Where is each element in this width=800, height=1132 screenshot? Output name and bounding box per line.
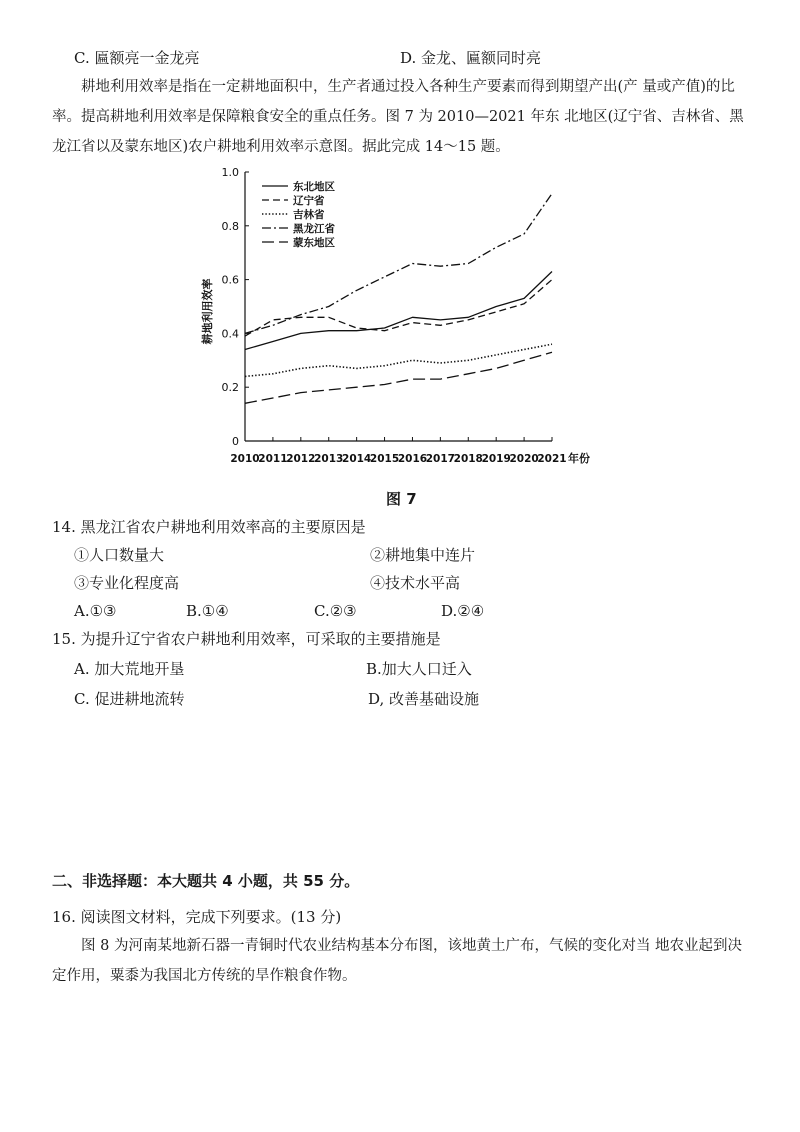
figure-caption: 图 7 bbox=[386, 490, 417, 508]
y-tick-label: 0.6 bbox=[221, 273, 239, 287]
legend-label-1: 辽宁省 bbox=[293, 195, 325, 207]
x-tick-label: 2010 bbox=[230, 453, 260, 465]
x-tick-label: 2014 bbox=[342, 453, 372, 465]
intro-paragraph: 耕地利用效率是指在一定耕地面积中，生产者通过投入各种生产要素而得到期望产出(产 量或产值)的比率。提高耕地利用效率是保障粮食安全的重点任务。图 7 为 2010—2021 年东 北地区(辽宁省、吉林省、黑龙江省以及蒙东地区)农户耕地利用效率示意图。据此完成 14～15 题。 bbox=[52, 79, 744, 155]
legend-label-4: 蒙东地区 bbox=[293, 237, 335, 249]
q16-paragraph: 图 8 为河南某地新石器一青铜时代农业结构基本分布图，该地黄土广布，气候的变化对当 地农业起到决定作用，粟黍为我国北方传统的旱作粮食作物。 bbox=[52, 938, 743, 984]
x-tick-label: 2012 bbox=[286, 453, 316, 465]
x-tick-label: 2019 bbox=[481, 453, 511, 465]
section-heading: 二、非选择题：本大题共 4 小题，共 55 分。 bbox=[52, 872, 360, 890]
x-tick-label: 2017 bbox=[425, 453, 455, 465]
q14-item-4: ④技术水平高 bbox=[370, 574, 461, 592]
y-axis-label: 耕地利用效率 bbox=[201, 278, 214, 345]
q14-stem: 14. 黑龙江省农户耕地利用效率高的主要原因是 bbox=[52, 518, 366, 536]
chart-legend bbox=[262, 180, 335, 249]
x-tick-label: 2011 bbox=[258, 453, 288, 465]
q14-option-c: C.②③ bbox=[314, 602, 357, 620]
q15-option-d: D, 改善基础设施 bbox=[368, 690, 480, 708]
series-line-1 bbox=[245, 280, 552, 337]
series-line-0 bbox=[245, 272, 552, 350]
q15-option-b: B.加大人口迁入 bbox=[366, 660, 472, 678]
x-tick-label: 2020 bbox=[509, 453, 539, 465]
legend-label-3: 黑龙江省 bbox=[293, 223, 335, 235]
series-line-3 bbox=[245, 194, 552, 334]
q15-option-c: C. 促进耕地流转 bbox=[74, 690, 185, 708]
legend-label-0: 东北地区 bbox=[293, 181, 335, 193]
y-tick-label: 1.0 bbox=[221, 166, 239, 179]
x-tick-label: 2013 bbox=[314, 453, 344, 465]
option-c-previous: C. 匾额亮一金龙亮 bbox=[74, 49, 200, 67]
x-tick-label: 2018 bbox=[453, 453, 483, 465]
y-tick-label: 0.4 bbox=[221, 327, 239, 341]
legend-label-2: 吉林省 bbox=[293, 209, 325, 221]
y-tick-label: 0.2 bbox=[221, 381, 239, 395]
x-tick-label: 2021 bbox=[537, 453, 567, 465]
x-axis-label: 年份 bbox=[568, 452, 590, 465]
option-d-previous: D. 金龙、匾额同时亮 bbox=[400, 49, 542, 67]
y-tick-label: 0 bbox=[232, 435, 239, 448]
q16-stem: 16. 阅读图文材料，完成下列要求。(13 分) bbox=[52, 908, 342, 926]
chart-axes bbox=[200, 166, 590, 465]
y-tick-label: 0.8 bbox=[221, 219, 239, 233]
series-line-4 bbox=[245, 352, 552, 403]
series-line-2 bbox=[245, 344, 552, 376]
q14-option-a: A.①③ bbox=[74, 602, 117, 620]
q14-option-d: D.②④ bbox=[441, 602, 485, 620]
q14-item-2: ②耕地集中连片 bbox=[370, 546, 476, 564]
q15-stem: 15. 为提升辽宁省农户耕地利用效率，可采取的主要措施是 bbox=[52, 630, 441, 648]
q14-item-1: ①人口数量大 bbox=[74, 546, 165, 564]
x-tick-label: 2015 bbox=[369, 453, 400, 465]
chart-series bbox=[245, 194, 552, 404]
line-chart bbox=[190, 162, 620, 472]
x-tick-label: 2016 bbox=[397, 453, 428, 465]
q14-item-3: ③专业化程度高 bbox=[74, 574, 180, 592]
q15-option-a: A. 加大荒地开垦 bbox=[74, 660, 185, 678]
q14-option-b: B.①④ bbox=[186, 602, 229, 620]
